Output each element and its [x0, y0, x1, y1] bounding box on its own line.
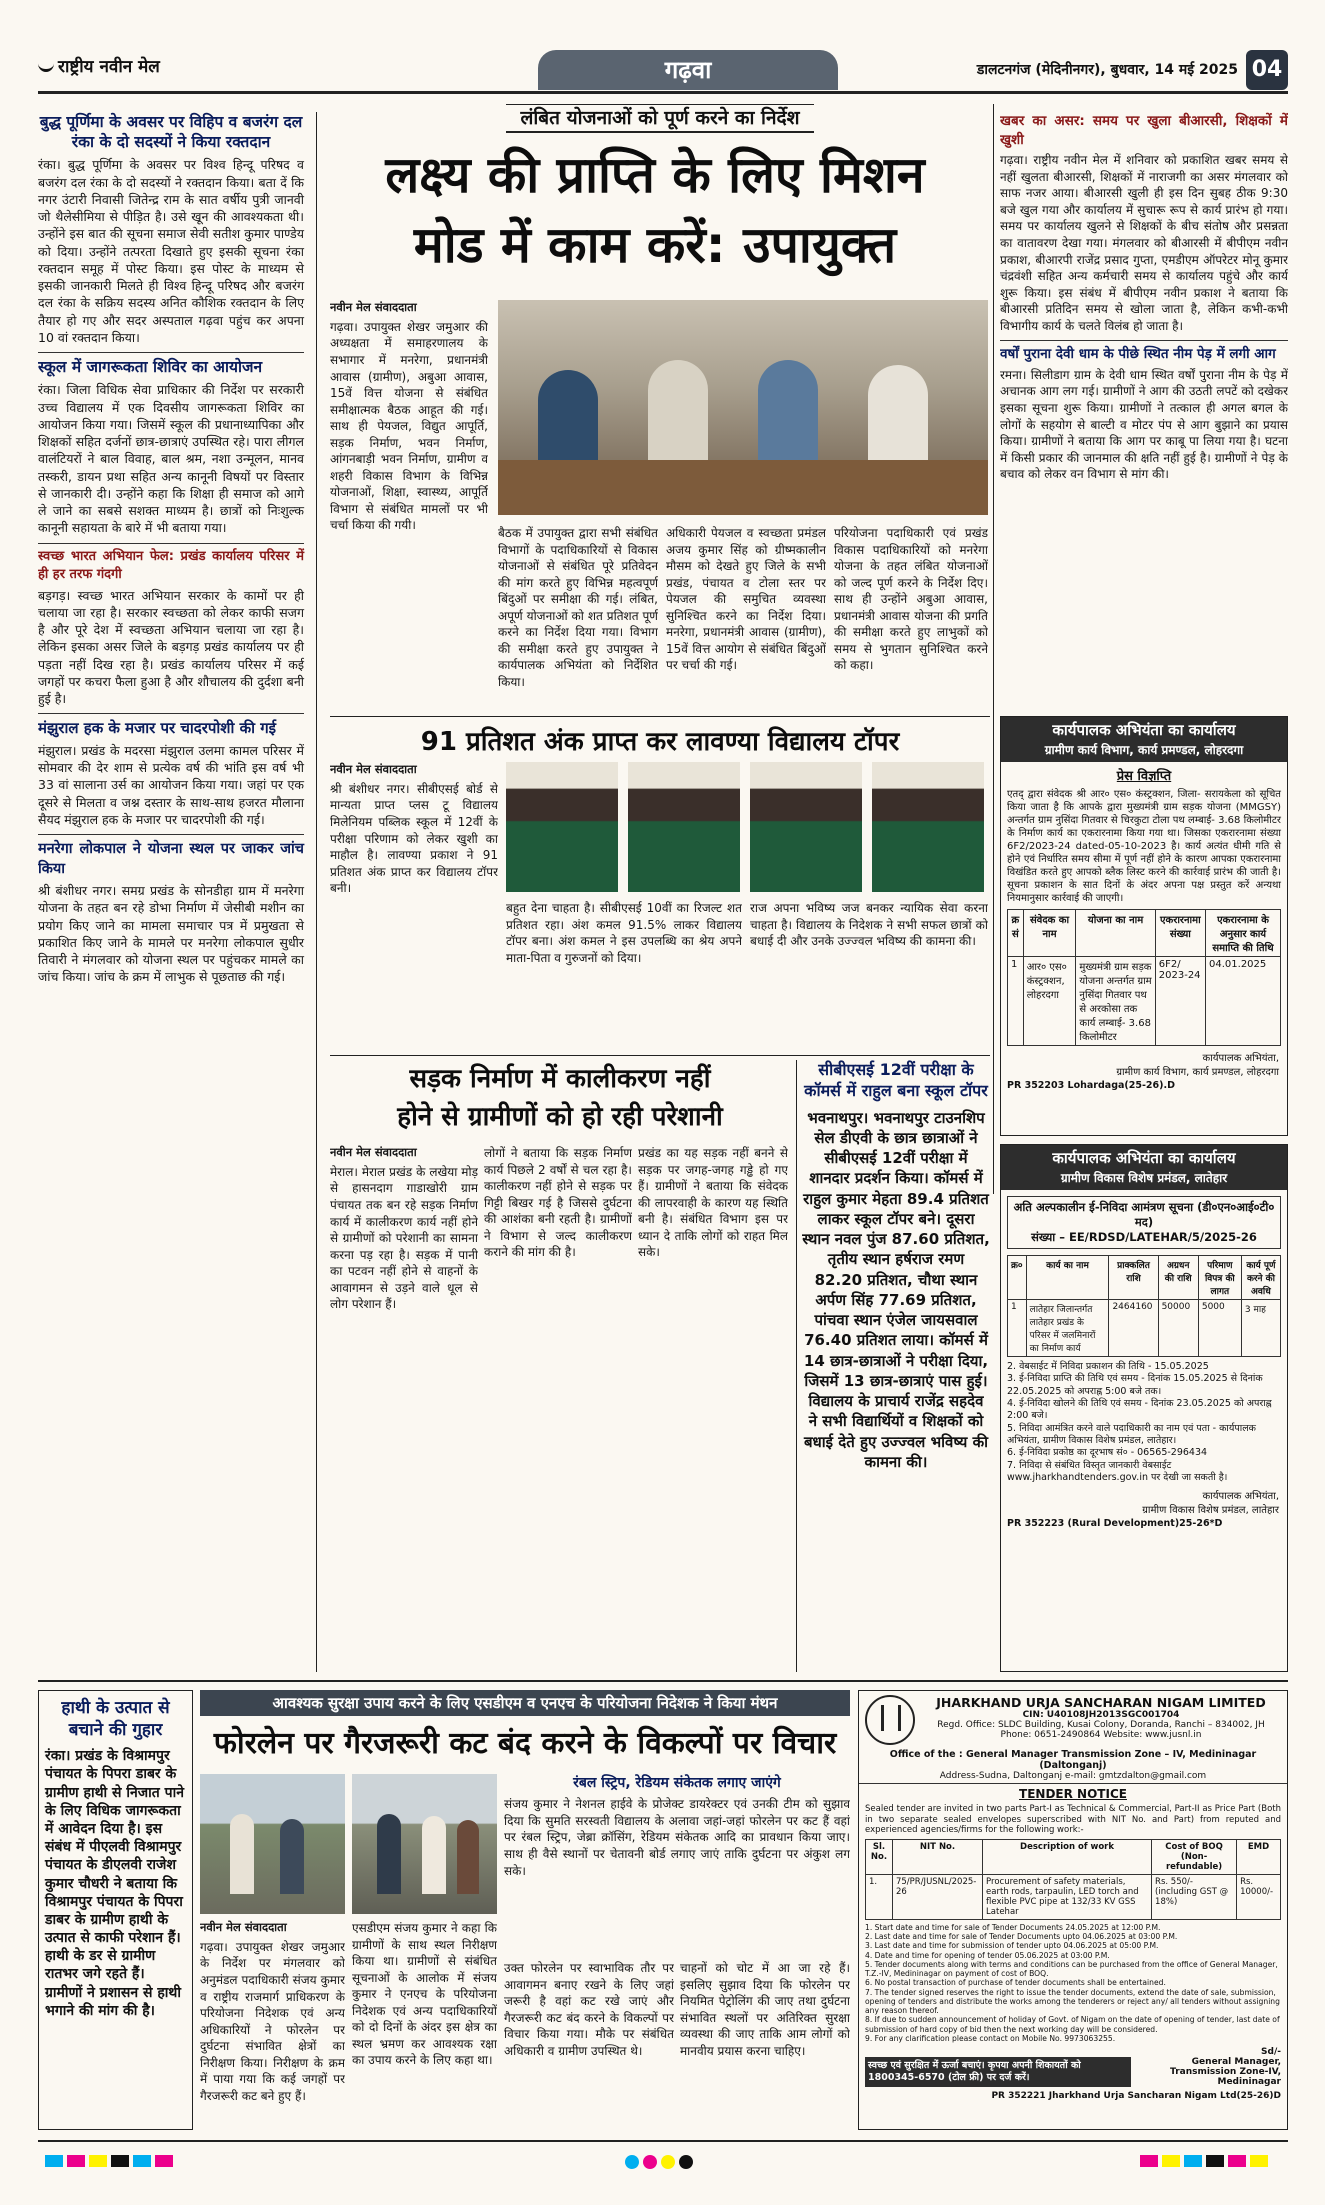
right-story2-headline: वर्षों पुराना देवी धाम के पीछे स्थित नीम पेड़ में लगी आग	[1000, 340, 1288, 364]
jusnl-tender-ad	[858, 1690, 1288, 2130]
fourlane-body5: चाहनों को चोट में आ जा रहे हैं। इसलिए सुझाव दिया कि फोरलेन पर नियमित पेट्रोलिंग की जाए तथा दुर्घटना संभावित स्थलों पर अतिरिक्त सुरक्षा व्यवस्था की जाए ताकि आम लोगों को मानवीय प्रयास करना चाहिए।	[680, 1961, 850, 2058]
lead-col3	[666, 525, 826, 730]
right-story2-body: रमना। सिलीडाग ग्राम के देवी धाम स्थित वर्षों पुराना नीम के पेड़ में अचानक आग लग गई। ग्रामीणों ने आग की उठती लपटें को दखेकर इसका सूचना शुरू किया। ग्रामीणों ने तत्काल ही अगल बगल के लोगों के सहयोग से बाल्टी व मोटर पंप से आग बुझाने का प्रयास किया। ग्रामीणों ने बताया कि आग पर काबू पा लिया गया है। घटना में किसी प्रकार की जानमाल की क्षति नहीं हुई है। ग्रामीणों ने पेड़ के बचाव को लेकर वन विभाग से मांग की।	[1000, 367, 1288, 482]
jusnl-slogan: स्वच्छ एवं सुरक्षित में ऊर्जा बचाएं। कृपया अपनी शिकायतों को 1800345-6570 (टोल फ्री) पर दर्ज करें।	[865, 2057, 1131, 2087]
lead-kicker: लंबित योजनाओं को पूर्ण करने का निर्देश	[506, 104, 813, 133]
footer-rule	[38, 2140, 1288, 2142]
jusnl-pr-number: PR 352221 Jharkhand Urja Sancharan Nigam Ltd(25-26)D	[991, 2091, 1281, 2102]
table-header: एकरारनामा संख्या	[1155, 910, 1205, 957]
table-cell: 1	[1008, 957, 1024, 1046]
jusnl-address: Address-Sudna, Daltonganj e-mail: gmtzdalton@gmail.com	[859, 1771, 1287, 1784]
story2-headline: स्कूल में जागरूकता शिविर का आयोजन	[38, 352, 304, 378]
right-column-stories	[1000, 112, 1288, 710]
ad2-pr-number: PR 352223 (Rural Development)25-26*D	[1007, 1518, 1223, 1530]
jusnl-line: 5. Tender documents along with terms and conditions can be purchased from the office of General Manager, T.Z.-IV, Medininagar on payment of cost of BOQ.	[865, 1959, 1278, 1979]
cmyk-swatch	[111, 2155, 129, 2167]
jusnl-line: 9. For any clarification please contact on Mobile No. 9973063255.	[865, 2033, 1116, 2043]
jusnl-line: 7. The tender signed reserves the right to issue the tender documents, extend the date of sale, submission, opening of tenders and distribute the works among the tenderers or reject any/ all tenders without assigning any reason thereof.	[865, 1987, 1280, 2016]
road-body3: प्रखंड का यह सड़क नहीं बनने से सड़क पर जगह-जगह गड्ढे हो गए हैं। ग्रामीणों ने बताया कि संवेदक की लापरवाही के कारण यह स्थिति बनी है। संबंधित विभाग इस पर ध्यान दे ताकि लोगों को राहत मिल सके।	[638, 1146, 788, 1260]
table-header-row	[1008, 1256, 1281, 1300]
topper-col1	[330, 762, 498, 1052]
table-header-row	[1008, 910, 1281, 957]
fourlane-col2	[352, 1920, 497, 2130]
story2-body: रंका। जिला विधिक सेवा प्राधिकार की निर्देश पर सरकारी उच्च विद्यालय में एक दिवसीय जागरूकता शिविर का आयोजन किया गया। जिसमें स्कूल की प्रधानाध्यापिका और शिक्षकों सहित दर्जनों छात्र-छात्राएं उपस्थित रहे। पारा लीगल वालंटियरों ने बाल विवाह, बाल श्रम, नशा उन्मूलन, मानव तस्करी, डायन प्रथा सहित अन्य कानूनी विषयों पर विस्तार से जानकारी दी। उन्होंने कहा कि शिक्षा ही समाज को आगे ले जाने का सबसे सशक्त माध्यम है। छात्रों को निःशुल्क कानूनी सहायता के बारे में भी बताया गया।	[38, 382, 304, 536]
cmyk-swatch	[1206, 2155, 1224, 2167]
table-header: परिमाण विपत्र की लागत	[1198, 1256, 1241, 1300]
cmyk-swatch	[1228, 2155, 1246, 2167]
table-row	[1008, 957, 1281, 1046]
ad2-line: 7. निविदा से संबंधित विस्तृत जानकारी वेबसाईट www.jharkhandtenders.gov.in पर देखी जा सकती है।	[1007, 1459, 1228, 1484]
paper-logo	[38, 54, 238, 88]
student-photos	[506, 762, 990, 892]
jusnl-line: 2. Last date and time for sale of Tender Documents upto 04.06.2025 at 03:00 P.M.	[865, 1932, 1178, 1942]
cmyk-swatch	[1184, 2155, 1202, 2167]
jusnl-line: 6. No postal transaction of purchase of tender documents shall be entertained.	[865, 1978, 1166, 1988]
jusnl-sign2: General Manager,	[1191, 2057, 1281, 2068]
fourlane-col3	[504, 1774, 850, 1954]
table-header: Description of work	[983, 1839, 1152, 1874]
elephant-body: रंका। प्रखंड के विश्रामपुर पंचायत के पिपरा डाबर के ग्रामीण हाथी से निजात पाने के लिए विधिक जागरूकता में आवेदन दिया है। इस संबंध में पीएलवी विश्रामपुर पंचायत के डीएलवी राजेश कुमार चौधरी ने बताया कि विश्रामपुर पंचायत के पिपरा डाबर के ग्रामीण हाथी के उत्पात से काफी परेशान हैं। हाथी के डर से ग्रामीण रातभर जगे रहते हैं। ग्रामीणों ने प्रशासन से हाथी भगाने की मांग की है।	[45, 1748, 184, 2019]
ad1-subtitle: ग्रामीण कार्य विभाग, कार्य प्रमण्डल, लोहरदगा	[1001, 740, 1287, 762]
elephant-story-box	[38, 1690, 193, 2130]
table-cell: 2464160	[1109, 1300, 1158, 1357]
table-cell: Rs. 10000/-	[1237, 1874, 1281, 1919]
cbse-body: भवनाथपुर। भवनाथपुर टाउनशिप सेल डीएवी के छात्र छात्राओं ने सीबीएसई 12वीं परीक्षा में शानदार प्रदर्शन किया। कॉमर्स में राहुल कुमार मेहता 89.4 प्रतिशत लाकर स्कूल टॉपर बने। दूसरा स्थान नवल पुंज 87.60 प्रतिशत, तृतीय स्थान हर्षराज रमण 82.20 प्रतिशत, चौथा स्थान अर्पण सिंह 77.69 प्रतिशत, पांचवा स्थान एंजेल जायसवाल 76.40 प्रतिशत लाया। कॉमर्स में 14 छात्र-छात्राओं ने परीक्षा दिया, जिसमें 13 छात्र-छात्राएं पास हुई। विद्यालय के प्राचार्य राजेंद्र सहदेव ने सभी विद्यार्थियों व शिक्षकों को बधाई देते हुए उज्ज्वल भविष्य की कामना की।	[802, 1108, 990, 1471]
lead-byline: नवीन मेल संवाददाता	[330, 300, 417, 314]
road-headline	[330, 1060, 790, 1140]
topper-body2: बहुत देना चाहता है। सीबीएसई 10वीं का रिजल्ट शत प्रतिशत रहा। अंश कमल 91.5% लाकर विद्यालय टॉपर बना। अंश कमल ने इस उपलब्धि का श्रेय अपने माता-पिता व गुरुजनों को दिया।	[506, 901, 742, 965]
jusnl-intro: Sealed tender are invited in two parts Part-I as Technical & Commercial, Part-II as Price Part (Both in two separate sealed envelopes superscribed with NIT No. and Part) from reputed and experienced agencies/firms for the following work:-	[865, 1804, 1281, 1836]
dateline: डालटनगंज (मेदिनीनगर), बुधवार, 14 मई 2025	[976, 62, 1238, 78]
column-rule	[316, 112, 317, 1672]
tender-notice-ad	[1000, 1144, 1288, 1672]
road-byline: नवीन मेल संवाददाता	[330, 1145, 417, 1159]
right-story1-body: गढ़वा। राष्ट्रीय नवीन मेल में शनिवार को प्रकाशित खबर समय से नहीं खुलता बीआरसी, शिक्षकों में नाराजगी का असर मंगलवार को साफ नजर आया। बीआरसी खुली ही इस दिन सुबह ठीक 9:30 बजे खुल गया और कार्यालय में सुचारू रूप से कार्य प्रारंभ हो गया। समय पर कार्यालय खुलने से शिक्षकों के बीच संतोष और प्रसन्नता का वातावरण देखा गया। मंगलवार को बीआरसी में बीपीएम नवीन प्रकाश, बीआरपी राजेंद्र प्रसाद गुप्ता, एमडीएम ऑपरेटर मोनू कुमार चंद्रवंशी सहित अन्य कर्मचारी समय से कार्यालय पहुंचे और कार्य शुरू किया। इस संबंध में बीपीएम नवीन प्रकाश ने बताया कि बीआरसी प्रतिदिन समय से खोला जाता है, लेकिन कभी-कभी विभागीय कार्य के चलते विलंब हो जाता है।	[1000, 153, 1288, 333]
table-header: कार्य पूर्ण करने की अवधि	[1241, 1256, 1280, 1300]
ad1-table	[1007, 909, 1281, 1046]
student-photo	[750, 762, 862, 892]
ad2-title: कार्यपालक अभियंता का कार्यालय	[1001, 1145, 1287, 1168]
road-col1	[330, 1145, 478, 1675]
table-cell: Procurement of safety materials, earth rods, tarpaulin, LED torch and flexible PVC pipe at 132/33 KV GSS Latehar	[983, 1874, 1152, 1919]
ad2-line: 4. ई-निविदा खोलने की तिथि एवं समय - दिनांक 23.05.2025 को अपराह्न 2:00 बजे।	[1007, 1398, 1272, 1422]
table-cell: Rs. 550/- (including GST @ 18%)	[1152, 1874, 1237, 1919]
section-rule	[330, 716, 990, 717]
table-header: अग्रधन की राशि	[1158, 1256, 1198, 1300]
jusnl-company: JHARKHAND URJA SANCHARAN NIGAM LIMITED	[936, 1695, 1266, 1710]
table-cell: 5000	[1198, 1300, 1241, 1357]
table-cell: 04.01.2025	[1206, 957, 1281, 1046]
section-rule	[330, 1055, 990, 1056]
table-header: NIT No.	[892, 1839, 982, 1874]
table-header: क्र०	[1008, 1256, 1027, 1300]
table-cell: 50000	[1158, 1300, 1198, 1357]
lamp-icon	[38, 55, 54, 72]
topper-headline: 91 प्रतिशत अंक प्राप्त कर लावण्या विद्यालय टॉपर	[420, 727, 900, 757]
table-cell: 1.	[866, 1874, 893, 1919]
lead-body1: गढ़वा। उपायुक्त शेखर जमुआर की अध्यक्षता में समाहरणालय के सभागार में मनरेगा, प्रधानमंत्री आवास (ग्रामीण), अबुआ आवास, 15वें वित्त योजना से संबंधित समीक्षात्मक बैठक आहूत की गई। साथ ही पेयजल, विद्युत आपूर्ति, सड़क निर्माण, भवन निर्माण, आंगनबाड़ी भवन निर्माण, ग्रामीण व शहरी विकास विभाग के विभिन्न योजनाओं, शिक्षा, स्वास्थ्य, आपूर्ति विभाग से संबंधित मामलों पर भी चर्चा किया की गयी।	[330, 319, 488, 533]
press-release-ad	[1000, 716, 1288, 1136]
table-cell: आर० एस० कंस्ट्रक्शन, लोहरदगा	[1023, 957, 1076, 1046]
fourlane-byline: नवीन मेल संवाददाता	[200, 1920, 287, 1934]
paper-name: राष्ट्रीय नवीन मेल	[58, 57, 160, 77]
jusnl-logo-icon	[865, 1695, 915, 1745]
column-rule	[993, 104, 994, 1194]
road-col3	[638, 1145, 788, 1675]
cbse-story	[802, 1060, 990, 1672]
student-photo	[506, 762, 618, 892]
jusnl-phone: Phone: 0651-2490864 Website: www.jusnl.in	[1000, 1730, 1202, 1740]
ad2-table	[1007, 1255, 1281, 1357]
cmyk-swatch	[89, 2155, 107, 2167]
cbse-headline: सीबीएसई 12वीं परीक्षा के कॉमर्स में राहुल बना स्कूल टॉपर	[804, 1060, 988, 1100]
jusnl-notice-title: TENDER NOTICE	[1019, 1787, 1127, 1801]
inspection-photo-1	[200, 1774, 345, 1914]
topper-col2	[506, 900, 742, 1050]
ad2-tender-number: संख्या – EE/RDSD/LATEHAR/5/2025-26	[1031, 1230, 1257, 1244]
left-column	[38, 112, 310, 1672]
story4-body: मंझुराल। प्रखंड के मदरसा मंझुराल उलमा कामल परिसर में सोमवार की देर शाम से प्रत्येक वर्ष की भांति इस वर्ष भी 33 वां सालाना उर्स का आयोजन किया गया। जहां पर एक दूसरे से मिलता व जश्न दस्तार के साथ-साथ हजरत मौलाना सैयद मंझुराल हक के मजार पर चादरपोशी की गई।	[38, 742, 304, 827]
student-photo	[628, 762, 740, 892]
table-header-row	[866, 1839, 1281, 1874]
fourlane-col1	[200, 1920, 345, 2130]
cmyk-swatch	[1250, 2155, 1268, 2167]
topper-body1: श्री बंशीधर नगर। सीबीएसई बोर्ड से मान्यता प्राप्त प्लस टू विद्यालय मिलेनियम पब्लिक स्कूल में 12वीं के परीक्षा परिणाम को लेकर खुशी का माहौल है। लावण्या प्रकाश ने 91 प्रतिशत अंक प्राप्त कर विद्यालय टॉपर बनी।	[330, 781, 498, 896]
ad1-notice-label: प्रेस विज्ञप्ति	[1116, 769, 1172, 784]
table-header: क्र सं	[1008, 910, 1024, 957]
fourlane-subhead: रंबल स्ट्रिप, रेडियम संकेतक लगाए जाएंगे	[573, 1775, 781, 1791]
cmyk-swatch	[67, 2155, 85, 2167]
cmyk-swatch	[133, 2155, 151, 2167]
student-photo	[872, 762, 984, 892]
table-cell: मुख्यमंत्री ग्राम सड़क योजना अन्तर्गत ग्राम नुसिंदा गितवार पथ से अरकोसा तक कार्य लम्बाई- 3.68 किलोमीटर	[1076, 957, 1155, 1046]
cmyk-swatch	[45, 2155, 63, 2167]
story1-body: रंका। बुद्ध पूर्णिमा के अवसर पर विश्व हिन्दू परिषद व बजरंग दल रंका के दो सदस्यों ने रक्तदान किया। बता दें कि नगर उंटारी निवासी जितेन्द्र राम के सात वर्षीय पुत्री जानवी जो थैलेसीमिया से पीड़ित है। उसे खून की आवश्यकता थी। उन्होंने इस बात की सूचना समाज सेवी सतीश कुमार पाण्डेय को दिया। उन्होंने तत्परता दिखाते हुए इसकी सूचना रंका रक्तदान समूह में पोस्ट किया। इस पोस्ट के माध्यम से इसकी जानकारी मिलते ही विश्व हिन्दू परिषद और बजरंग दल रंका के सक्रिय सदस्य अनित कौशिक रक्तदान के लिए तैयार हो गए और सदर अस्पताल गढ़वा पहुंच कर अपना 10 वां रक्तदान किया।	[38, 157, 304, 345]
jusnl-regd: Regd. Office: SLDC Building, Kusai Colony, Doranda, Ranchi – 834002, JH	[937, 1720, 1265, 1730]
fourlane-kicker-box	[200, 1690, 850, 1716]
lead-headline	[325, 140, 985, 290]
ad2-subtitle: ग्रामीण विकास विशेष प्रमंडल, लातेहार	[1001, 1168, 1287, 1190]
section-banner	[538, 50, 838, 90]
page-number: 04	[1246, 50, 1288, 90]
cmyk-swatch	[155, 2155, 173, 2167]
ad1-sign2: ग्रामीण कार्य विभाग, कार्य प्रमण्डल, लोहरदगा	[1116, 1067, 1279, 1078]
ad2-sign1: कार्यपालक अभियंता,	[1202, 1491, 1279, 1503]
inspection-photo-2	[352, 1774, 497, 1914]
table-header: प्राक्कलित राशि	[1109, 1256, 1158, 1300]
road-headline-line1: सड़क निर्माण में कालीकरण नहीं	[409, 1064, 711, 1094]
section-title: गढ़वा	[664, 56, 712, 84]
table-header: योजना का नाम	[1076, 910, 1155, 957]
fourlane-col5	[680, 1960, 850, 2130]
cmyk-strip	[1140, 2155, 1280, 2169]
table-cell: 75/PR/JUSNL/2025-26	[892, 1874, 982, 1919]
ad1-body: एतद् द्वारा संवेदक श्री आर० एस० कंस्ट्रक्शन, जिला- सरायकेला को सूचित किया जाता है कि आपके द्वारा मुख्यमंत्री ग्राम सड़क योजना (MMGSY) अन्तर्गत ग्राम नुसिंदा गितवार से चिरकुटा टोला पथ लम्बाई- 3.68 किलोमीटर के निर्माण कार्य का एकरारनामा किया गया था। जिसका एकरारनामा संख्या 6F2/2023-24 dated-05-10-2023 है। कार्य अत्यंत धीमी गति से होने एवं निर्धारित समय सीमा में पूर्ण नहीं होने के कारण आपका एकरारनामा विखंडित करते हुए आपको ब्लैक लिस्ट करने की कार्रवाई प्रारंभ की जाती है। सूचना प्रकाशन के सात दिनों के अंदर अपना पक्ष प्रस्तुत करें अन्यथा नियमानुसार कार्रवाई की जाएगी।	[1007, 789, 1281, 904]
table-cell: 1	[1008, 1300, 1027, 1357]
table-header: Sl. No.	[866, 1839, 893, 1874]
lead-body2: बैठक में उपायुक्त द्वारा सभी संबंधित विभागों के पदाधिकारियों से विकास योजनाओं से संबंधित पूरे प्रतिवेदन की मांग करते हुए विभिन्न महत्वपूर्ण बिंदुओं पर समीक्षा की गई। लंबित, अपूर्ण योजनाओं को शत प्रतिशत पूर्ण करने का निर्देश दिया गया। विभाग की समीक्षा करते हुए उपायुक्त ने कार्यपालक अभियंता को निर्देशित किया।	[498, 526, 658, 689]
jusnl-lines	[859, 1923, 1287, 2043]
fourlane-body1: गढ़वा। उपायुक्त शेखर जमुआर के निर्देश पर मंगलवार को अनुमंडल पदाधिकारी संजय कुमार व राष्ट्रीय राजमार्ग प्राधिकरण के परियोजना निदेशक एवं अन्य अधिकारियों ने फोरलेन पर दुर्घटना संभावित क्षेत्रों का निरीक्षण किया। निरीक्षण के क्रम में पाया गया कि कई जगहों पर गैरजरूरी कट बने हुए हैं।	[200, 1939, 345, 2103]
table-row	[866, 1874, 1281, 1919]
fourlane-headline: फोरलेन पर गैरजरूरी कट बंद करने के विकल्पों पर विचार	[213, 1726, 837, 1761]
jusnl-sign3: Transmission Zone-IV, Medininagar	[1170, 2067, 1281, 2088]
jusnl-cin: CIN: U40108JH2013SGC001704	[1022, 1710, 1180, 1720]
story5-body: श्री बंशीधर नगर। समग्र प्रखंड के सोनडीहा ग्राम में मनरेगा योजना के तहत बन रहे डोभा निर्माण में जेसीबी मशीन का प्रयोग किए जाने का मामला समाचार पत्र में प्रमुखता से प्रकाशित किए जाने के मामले पर मनरेगा लोकपाल सुधीर तिवारी ने मंगलवार को योजना स्थल पर पहुंचकर मामले का जांच किया। जांच के क्रम में लाभुक से पूछताछ की गई।	[38, 883, 304, 985]
table-cell: 3 माह	[1241, 1300, 1280, 1357]
road-body1: मेराल। मेराल प्रखंड के लखेया मोड़ से हासनदाग गाडाखोरी ग्राम पंचायत तक बन रहे सड़क निर्माण कार्य में कालीकरण कार्य नहीं होने से ग्रामीणों को परेशानी का सामना करना पड़ रहा है। सड़क में पानी का पटवन नहीं होने से वाहनों के आवागमन से उड़ने वाले धूल से लोग परेशान हैं।	[330, 1164, 478, 1312]
road-body2: लोगों ने बताया कि सड़क निर्माण कार्य पिछले 2 वर्षों से चल रहा है। कालीकरण नहीं होने से सड़क पर गिट्टी बिखर गई है जिससे दुर्घटना की आशंका बनी रहती है। ग्रामीणों ने विभाग से जल्द कालीकरण कराने की मांग की है।	[484, 1146, 632, 1260]
lead-body4: परियोजना पदाधिकारी एवं प्रखंड विकास पदाधिकारियों को मनरेगा योजना के तहत लंबित योजनाओं को जल्द पूर्ण करने के निर्देश दिए। साथ ही उन्होंने अबुआ आवास, प्रधानमंत्री आवास योजना की प्रगति की समीक्षा करते हुए लाभुकों को समय से भुगतान सुनिश्चित करने को कहा।	[834, 526, 988, 673]
table-header: संवेदक का नाम	[1023, 910, 1076, 957]
story4-headline: मंझुराल हक के मजार पर चादरपोशी की गई	[38, 713, 304, 739]
table-header: कार्य का नाम	[1026, 1256, 1109, 1300]
fourlane-col4	[504, 1960, 674, 2130]
table-header: Cost of BOQ (Non-refundable)	[1152, 1839, 1237, 1874]
jusnl-table	[865, 1839, 1281, 1920]
jusnl-line: 1. Start date and time for sale of Tender Documents 24.05.2025 at 12:00 P.M.	[865, 1922, 1161, 1932]
lead-kicker-box	[330, 104, 990, 134]
cmyk-swatch	[1140, 2155, 1158, 2167]
table-cell: लातेहार जिलान्तर्गत लातेहार प्रखंड के परिसर में जलमिनारों का निर्माण कार्य	[1026, 1300, 1109, 1357]
column-rule	[796, 1060, 797, 1672]
story5-headline: मनरेगा लोकपाल ने योजना स्थल पर जाकर जांच किया	[38, 834, 304, 879]
meeting-photo	[498, 300, 988, 515]
masthead	[38, 48, 1288, 94]
jusnl-line: 8. If due to sudden announcement of holiday of Govt. of Nigam on the date of opening of tender, last date of submission of hard copy of bid then the next working day will be considered.	[865, 2015, 1280, 2034]
ad2-line: 6. ई-निविदा प्रकोष्ठ का दूरभाष सं० - 06565-296434	[1007, 1447, 1208, 1459]
ad2-line: 2. वेबसाईट में निविदा प्रकाशन की तिथि - 15.05.2025	[1007, 1361, 1209, 1372]
jusnl-office: Office of the : General Manager Transmission Zone – IV, Medininagar (Daltonganj)	[889, 1749, 1257, 1771]
ad1-title: कार्यपालक अभियंता का कार्यालय	[1001, 717, 1287, 740]
jusnl-line: 3. Last date and time for submission of tender upto 04.06.2025 at 05:00 P.M.	[865, 1941, 1159, 1951]
fourlane-body2: एसडीएम संजय कुमार ने कहा कि ग्रामीणों के साथ स्थल निरीक्षण किया था। ग्रामीणों से संबंधित सूचनाओं के आलोक में संजय कुमार ने एनएच के परियोजना निदेशक एवं अन्य पदाधिकारियों को दो दिनों के अंदर इस क्षेत्र का स्थल भ्रमण कर आवश्यक रक्षा का उपाय करने के लिए कहा था।	[352, 1921, 497, 2068]
topper-body3: राज अपना भविष्य जज बनकर न्यायिक सेवा करना चाहता है। विद्यालय के निदेशक ने सभी सफल छात्रों को बधाई दी और उनके उज्ज्वल भविष्य की कामना की।	[750, 901, 988, 949]
lead-headline-line1: लक्ष्य की प्राप्ति के लिए मिशन	[385, 146, 925, 204]
story1-headline: बुद्ध पूर्णिमा के अवसर पर विहिप व बजरंग दल रंका के दो सदस्यों ने किया रक्तदान	[39, 113, 303, 152]
lead-col4	[834, 525, 988, 730]
table-row	[1008, 1300, 1281, 1357]
cmyk-swatch	[1162, 2155, 1180, 2167]
ad1-sign1: कार्यपालक अभियंता,	[1202, 1053, 1279, 1064]
lead-headline-line2: मोड में काम करें: उपायुक्त	[413, 216, 897, 274]
fourlane-body4: उक्त फोरलेन पर स्वाभाविक तौर पर आवागमन बनाए रखने के लिए जहां जरूरी है वहां कट रखे जाएं और गैरजरूरी कट बंद करने के विकल्पों पर विचार किया गया। मौके पर संबंधित अधिकारी व ग्रामीण उपस्थित थे।	[504, 1961, 674, 2058]
table-header: एकरारनामा के अनुसार कार्य समाप्ति की तिथि	[1206, 910, 1281, 957]
jusnl-line: 4. Date and time for opening of tender 05.06.2025 at 03:00 P.M.	[865, 1950, 1110, 1960]
ad2-details	[1001, 1357, 1287, 1488]
story3-body: बड़गड़। स्वच्छ भारत अभियान सरकार के कामों पर ही चलाया जा रहा है। सरकार स्वच्छता को लेकर काफी सजग है और पूरे देश में स्वच्छता अभियान चलाया जा रहा है। लेकिन इसका असर जिले के बड़गड़ प्रखंड कार्यालय पर ही पड़ता नहीं दिख रहा है। प्रखंड कार्यालय परिसर में कई जगहों पर कचरा फैला हुआ है और शौचालय की दुर्दशा बनी हुई है।	[38, 587, 304, 707]
cmyk-strip	[45, 2155, 185, 2169]
story3-headline: स्वच्छ भारत अभियान फेल: प्रखंड कार्यालय परिसर में ही हर तरफ गंदगी	[38, 543, 304, 584]
topper-col3	[750, 900, 988, 1050]
ad2-line: 3. ई-निविदा प्राप्ति की तिथि एवं समय - दिनांक 15.05.2025 से दिनांक 22.05.2025 को अपराह्न 5:00 बजे तक।	[1007, 1373, 1263, 1397]
elephant-headline: हाथी के उत्पात से बचाने की गुहार	[61, 1698, 170, 1741]
lead-body3: अधिकारी पेयजल व स्वच्छता प्रमंडल अजय कुमार सिंह को ग्रीष्मकालीन मौसम को देखते हुए जिले के सभी प्रखंड, पंचायत व टोला स्तर पर पेयजल की समुचित व्यवस्था सुनिश्चित करने का निर्देश दिया। मनरेगा, प्रधानमंत्री आवास (ग्रामीण), 15वें वित्त आयोग से संबंधित बिंदुओं पर चर्चा की गई।	[666, 526, 826, 673]
ad2-sign2: ग्रामीण विकास विशेष प्रमंडल, लातेहार	[1142, 1505, 1279, 1517]
section-rule	[38, 1680, 1288, 1682]
right-story1-headline: खबर का असर: समय पर खुला बीआरसी, शिक्षकों में खुशी	[1000, 113, 1288, 148]
topper-byline: नवीन मेल संवाददाता	[330, 762, 417, 776]
ad1-pr-number: PR 352203 Lohardaga(25-26).D	[1007, 1080, 1175, 1091]
table-header: EMD	[1237, 1839, 1281, 1874]
fourlane-body3: संजय कुमार ने नेशनल हाईवे के प्रोजेक्ट डायरेक्टर एवं उनकी टीम को सुझाव दिया कि सुमति सरस्वती विद्यालय के अलावा जहां-जहां फोरलेन पर कट हैं वहां पर रंबल स्ट्रिप, जेब्रा क्रॉसिंग, रेडियम संकेतक आदि का प्रावधान किया जाए। साथ ही वैसे स्थानों पर चेतावनी बोर्ड लगाए जाएं ताकि दुर्घटना पर अंकुश लग सके।	[504, 1797, 850, 1878]
road-col2	[484, 1145, 632, 1675]
table-cell: 6F2/ 2023-24	[1155, 957, 1205, 1046]
ad2-line: 5. निविदा आमंत्रित करने वाले पदाधिकारी का नाम एवं पता - कार्यपालक अभियंता, ग्रामीण विकास विशेष प्रमंडल, लातेहार।	[1007, 1422, 1256, 1447]
jusnl-sign1: Sd/-	[1261, 2047, 1281, 2058]
ad2-tender-title: अति अल्पकालीन ई-निविदा आमंत्रण सूचना (डी०एन०आई०टी० मद)	[1013, 1200, 1275, 1229]
lead-col2	[498, 525, 658, 730]
lead-col1	[330, 300, 488, 730]
registration-dots	[625, 2155, 705, 2169]
road-headline-line2: होने से ग्रामीणों को हो रही परेशानी	[397, 1102, 723, 1132]
fourlane-kicker: आवश्यक सुरक्षा उपाय करने के लिए एसडीएम व एनएच के परियोजना निदेशक ने किया मंथन	[272, 1694, 778, 1712]
